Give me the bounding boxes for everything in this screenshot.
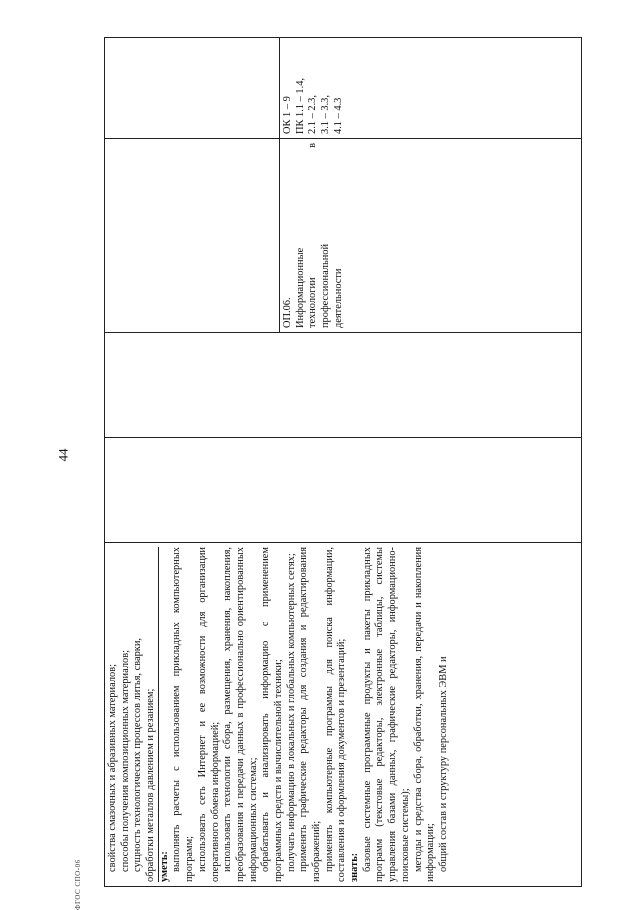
curriculum-table: [104, 41, 581, 887]
competency: ПК 1.1 – 1.4,: [294, 78, 306, 134]
discipline-cell: [105, 139, 582, 333]
hours-max-cell: [105, 438, 582, 543]
znat-label: знать:: [349, 852, 361, 882]
footer-mark: ФГОС СПО-06: [74, 859, 82, 910]
competency: ОК 1 – 9: [282, 96, 293, 134]
competency: 4.1 – 4.3: [332, 97, 344, 134]
umet-item: получать информацию в локальных и глобальных компьютерных сетях;: [285, 553, 297, 872]
znat-item: общий состав и структуру персональных ЭВМ и: [437, 656, 449, 872]
hours-class-cell: [105, 333, 582, 438]
umet-label: уметь:: [158, 851, 170, 882]
discipline-name-line: профессиональной: [320, 243, 332, 328]
znat-item: методы и средства сбора, обработки, хранения, передачи и накопления информации;: [412, 547, 437, 882]
discipline-name-line: Информационные: [294, 247, 306, 328]
discipline-name-line: технологии в: [307, 143, 319, 328]
content-line: сущность технологических процессов литья, сварки,: [132, 637, 144, 872]
umet-item: использовать сеть Интернет и ее возможности для организации оперативного обмена информацией;: [196, 547, 221, 882]
umet-item: выполнять расчеты с использованием прикладных компьютерных программ;: [171, 547, 196, 882]
content-line: свойства смазочных и абразивных материалов;: [107, 664, 118, 872]
discipline-code: ОП.06.: [282, 297, 293, 328]
page-number: 44: [55, 448, 70, 462]
discipline-name-line: деятельности: [332, 268, 344, 328]
competency: 2.1 – 2.3,: [307, 95, 319, 134]
content-cell: [105, 543, 582, 887]
competencies-cell: [105, 38, 582, 139]
content-line: обработки металлов давлением и резанием;: [145, 547, 159, 882]
znat-item: базовые системные программные продукты и пакеты прикладных программ (текстовые редакторы, электронные таблицы, системы управления базами данных, графические редакторы, информационно-поисковые системы);: [361, 547, 411, 882]
umet-item: применять компьютерные программы для поиска информации, составления и оформления документов и презентаций;: [323, 547, 348, 882]
content-line: способы получения композиционных материалов;: [119, 650, 131, 872]
competency: 3.1 – 3.3,: [320, 95, 332, 134]
umet-item: обрабатывать и анализировать информацию с применением программных средств и вычислительной техники;: [260, 547, 284, 882]
umet-item: применять графические редакторы для создания и редактирования изображений;: [298, 547, 322, 882]
umet-item: использовать технологии сбора, размещения, хранения, накопления, преобразования и передачи данных в профессионально ориентированных информационных системах;: [222, 547, 259, 882]
